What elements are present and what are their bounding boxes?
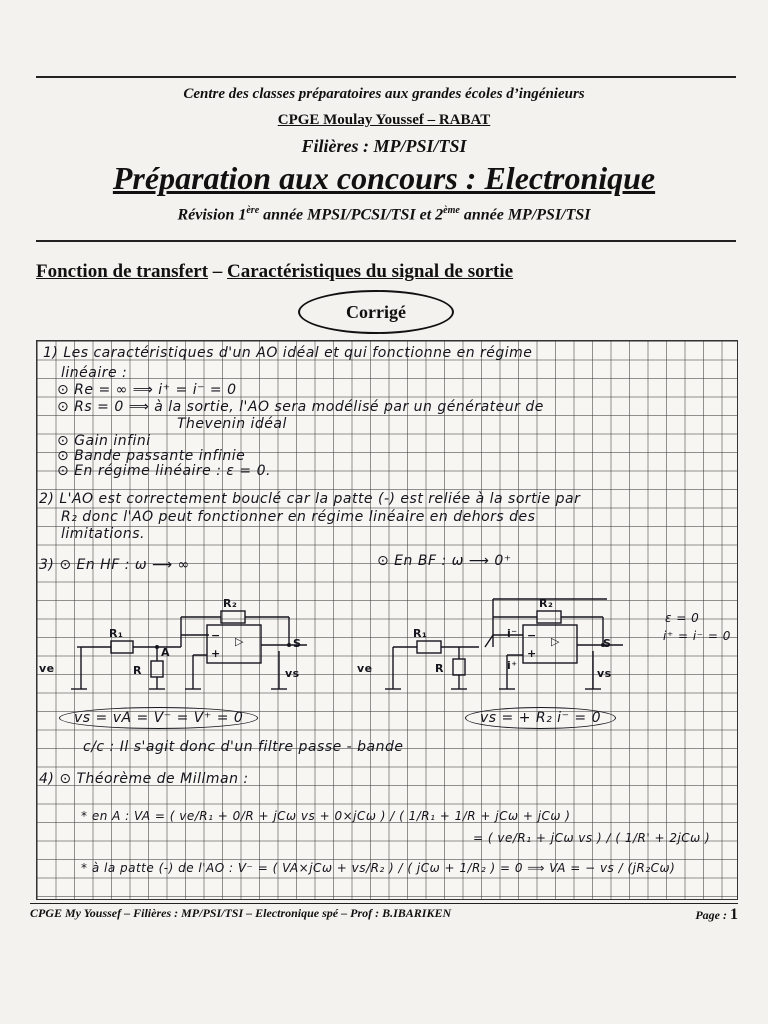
- bf-opamp-icon: ▷: [551, 635, 560, 648]
- circuit-hf: [57, 589, 357, 699]
- q3-result-hf: vs = vA = V⁻ = V⁺ = 0: [59, 707, 258, 729]
- q1-line1: 1) Les caractéristiques d'un AO idéal et qui fonctionne en régime: [43, 345, 533, 361]
- header-rule: [36, 240, 736, 242]
- bf-ip-label: i⁺: [507, 659, 518, 672]
- hf-vs-label: vs: [285, 667, 300, 680]
- revision-part-a: Révision 1: [177, 206, 247, 224]
- section-title-sep: –: [208, 261, 228, 282]
- hf-plus-label: +: [211, 647, 221, 660]
- page-number-value: 1: [730, 906, 738, 923]
- revision-part-b: année MPSI/PCSI/TSI et 2: [259, 206, 444, 224]
- bf-vs-label: vs: [597, 667, 612, 680]
- bf-im-label: i⁻: [507, 627, 518, 640]
- footer-credits: CPGE My Youssef – Filières : MP/PSI/TSI – Electronique spé – Prof : B.IBARIKEN: [30, 906, 452, 920]
- q1-bullet-bandwidth: ⊙ Bande passante infinie: [57, 448, 246, 464]
- section-title-part1: Fonction de transfert: [36, 261, 209, 282]
- bf-minus-label: −: [527, 629, 537, 642]
- section-title: [36, 261, 513, 283]
- footer-rule: [30, 903, 738, 904]
- school-name: CPGE Moulay Youssef – RABAT: [277, 112, 491, 128]
- q1-bullet-linear: ⊙ En régime linéaire : ε = 0.: [57, 463, 271, 479]
- top-rule: [36, 76, 736, 78]
- q1-bullet-rs: ⊙ Rs = 0 ⟹ à la sortie, l'AO sera modélisé par un générateur de: [57, 399, 544, 415]
- page-number: [695, 906, 738, 924]
- corrige-badge: Corrigé: [298, 290, 454, 334]
- bf-plus-label: +: [527, 647, 537, 660]
- q2-line1: 2) L'AO est correctement bouclé car la patte (-) est reliée à la sortie par: [39, 491, 581, 507]
- document-title: Préparation aux concours : Electronique: [112, 160, 656, 196]
- hf-r-label: R: [133, 664, 142, 677]
- q4-title: 4) ⊙ Théorème de Millman :: [39, 771, 249, 787]
- bf-s-label: S: [603, 637, 612, 650]
- page-label: Page :: [695, 908, 730, 922]
- q3-currents: i⁺ = i⁻ = 0: [663, 629, 731, 643]
- q3-eps: ε = 0: [665, 611, 700, 625]
- hf-r2-label: R₂: [223, 597, 238, 610]
- q4-node-a: * en A : VA = ( ve/R₁ + 0/R + jCω vs + 0×jCω ) / ( 1/R₁ + 1/R + jCω + jCω ): [81, 809, 571, 823]
- bf-r1-label: R₁: [413, 627, 428, 640]
- institution-name: Centre des classes préparatoires aux grandes écoles d’ingénieurs: [183, 86, 585, 102]
- answer-grid-sheet: [36, 340, 738, 900]
- q3-conclusion: c/c : Il s'agit donc d'un filtre passe - bande: [83, 739, 404, 755]
- section-title-part2: Caractéristiques du signal de sortie: [227, 261, 514, 282]
- hf-r1-label: R₁: [109, 627, 124, 640]
- bf-r2-label: R₂: [539, 597, 554, 610]
- q1-bullet-re: ⊙ Re = ∞ ⟹ i⁺ = i⁻ = 0: [57, 382, 237, 398]
- hf-ve-label: ve: [39, 662, 55, 675]
- circuit-bf: [367, 589, 667, 699]
- q3-result-bf: vs = + R₂ i⁻ = 0: [465, 707, 616, 729]
- q2-line2: R₂ donc l'AO peut fonctionner en régime linéaire en dehors des: [61, 509, 536, 525]
- q1-bullet-rs-cont: Thevenin idéal: [177, 416, 287, 432]
- hf-a-label: A: [161, 646, 171, 659]
- q1-line2: linéaire :: [61, 365, 128, 381]
- hf-minus-label: −: [211, 629, 221, 642]
- bf-ve-label: ve: [357, 662, 373, 675]
- q2-line3: limitations.: [61, 526, 145, 542]
- q4-inverting-node: * à la patte (-) de l'AO : V⁻ = ( VA×jCω + vs/R₂ ) / ( jCω + 1/R₂ ) = 0 ⟹ VA = − vs / (jR₂Cω): [81, 861, 676, 875]
- bf-r-label: R: [435, 662, 444, 675]
- revision-sup-1: ère: [246, 205, 260, 216]
- q4-node-a-simplified: = ( ve/R₁ + jCω vs ) / ( 1/R' + 2jCω ): [473, 831, 711, 845]
- q3-hf-heading: 3) ⊙ En HF : ω ⟶ ∞: [39, 557, 190, 573]
- hf-s-label: S: [293, 637, 302, 650]
- hf-opamp-icon: ▷: [235, 635, 244, 648]
- q1-bullet-gain: ⊙ Gain infini: [57, 433, 151, 449]
- filieres-line: Filières : MP/PSI/TSI: [301, 136, 467, 156]
- revision-sup-2: ème: [443, 205, 460, 216]
- q3-bf-heading: ⊙ En BF : ω ⟶ 0⁺: [377, 553, 512, 569]
- revision-part-c: année MP/PSI/TSI: [459, 206, 591, 224]
- revision-line: [0, 205, 768, 224]
